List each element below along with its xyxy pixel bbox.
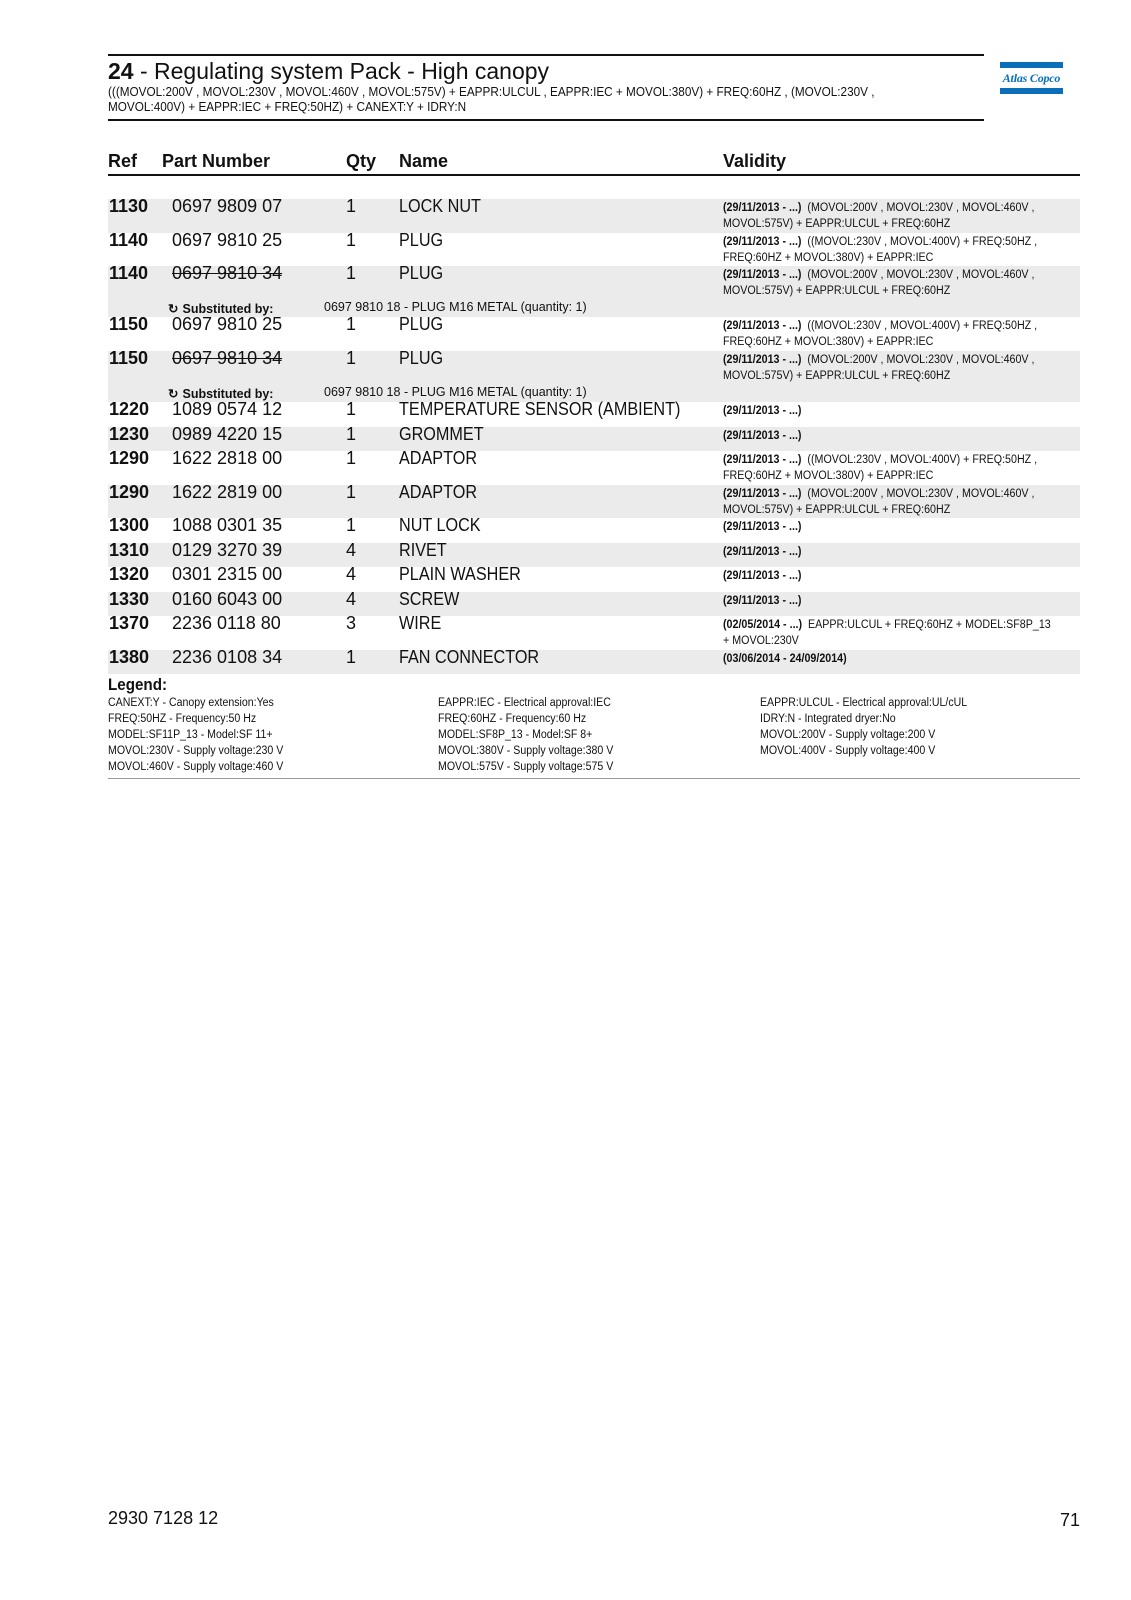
substitute-part: 0697 9810 18 - PLUG M16 METAL (quantity: 1) xyxy=(324,385,587,399)
ref-cell: 1380 xyxy=(109,647,150,667)
validity-cell xyxy=(723,268,1058,299)
validity-cell xyxy=(723,319,1058,350)
legend-entry: FREQ:50HZ - Frequency:50 Hz xyxy=(108,713,257,725)
page-header xyxy=(108,54,984,121)
refresh-icon: ↻ xyxy=(168,387,179,401)
table-row xyxy=(108,482,1080,518)
legend-column-3 xyxy=(760,695,967,759)
name-cell: ADAPTOR xyxy=(399,482,478,502)
section-conditions xyxy=(108,85,982,115)
legend-column-2 xyxy=(438,695,613,775)
part-number-cell: 1089 0574 12 xyxy=(172,399,283,419)
atlas-copco-logo xyxy=(1000,62,1063,94)
qty-cell: 4 xyxy=(346,589,357,609)
name-cell: RIVET xyxy=(399,540,447,560)
legend-entry: IDRY:N - Integrated dryer:No xyxy=(760,713,896,725)
name-cell: PLAIN WASHER xyxy=(399,564,521,584)
name-cell: ADAPTOR xyxy=(399,448,478,468)
qty-cell: 3 xyxy=(346,613,357,633)
validity-date: (29/11/2013 - ...) xyxy=(723,430,802,442)
legend-entry: MODEL:SF11P_13 - Model:SF 11+ xyxy=(108,729,273,741)
legend-title: Legend: xyxy=(108,676,168,694)
validity-date: (29/11/2013 - ...) xyxy=(723,570,802,582)
name-cell: PLUG xyxy=(399,263,444,283)
legend-entry: MOVOL:400V - Supply voltage:400 V xyxy=(760,745,936,757)
part-number-cell: 1622 2818 00 xyxy=(172,448,283,468)
ref-cell: 1290 xyxy=(109,448,150,468)
legend-entry: CANEXT:Y - Canopy extension:Yes xyxy=(108,697,274,709)
column-header-validity: Validity xyxy=(723,151,787,171)
ref-cell: 1220 xyxy=(109,399,150,419)
section-title xyxy=(108,58,984,84)
ref-cell: 1310 xyxy=(109,540,150,560)
table-row xyxy=(108,230,1080,266)
qty-cell: 1 xyxy=(346,314,357,334)
ref-cell: 1290 xyxy=(109,482,150,502)
part-number-cell: 0160 6043 00 xyxy=(172,589,283,609)
legend-entry: MOVOL:575V - Supply voltage:575 V xyxy=(438,761,614,773)
validity-date: (29/11/2013 - ...) xyxy=(723,320,802,332)
part-number-cell: 1088 0301 35 xyxy=(172,515,283,535)
qty-cell: 1 xyxy=(346,515,357,535)
validity-cell xyxy=(723,569,1058,585)
legend-entry: MOVOL:460V - Supply voltage:460 V xyxy=(108,761,284,773)
ref-cell: 1140 xyxy=(109,263,149,283)
validity-conditions: ((MOVOL:230V , MOVOL:400V) + FREQ:50HZ , FREQ:60HZ + MOVOL:380V) + EAPPR:IEC xyxy=(723,320,1038,348)
ref-cell: 1150 xyxy=(109,348,149,368)
legend-entry: MOVOL:380V - Supply voltage:380 V xyxy=(438,745,614,757)
ref-cell: 1140 xyxy=(109,230,149,250)
table-header xyxy=(108,150,1080,176)
validity-date: (29/11/2013 - ...) xyxy=(723,202,802,214)
validity-cell xyxy=(723,429,1058,445)
ref-cell: 1300 xyxy=(109,515,150,535)
part-number-cell: 0697 9809 07 xyxy=(172,196,283,216)
ref-cell: 1330 xyxy=(109,589,150,609)
validity-cell xyxy=(723,235,1058,266)
validity-cell xyxy=(723,545,1058,561)
legend-entry: MOVOL:200V - Supply voltage:200 V xyxy=(760,729,936,741)
validity-date: (02/05/2014 - ...) xyxy=(723,619,803,631)
column-header-name: Name xyxy=(399,151,449,171)
table-row xyxy=(108,263,1080,299)
validity-date: (29/11/2013 - ...) xyxy=(723,488,802,500)
table-row xyxy=(108,348,1080,384)
validity-cell xyxy=(723,453,1058,484)
name-cell: PLUG xyxy=(399,314,444,334)
validity-date: (03/06/2014 - 24/09/2014) xyxy=(723,653,847,665)
table-row xyxy=(108,647,1080,674)
qty-cell: 4 xyxy=(346,564,357,584)
table-row xyxy=(108,314,1080,351)
ref-cell: 1320 xyxy=(109,564,150,584)
validity-cell xyxy=(723,594,1058,610)
substituted-by-text: Substituted by: xyxy=(182,387,274,401)
part-number-cell: 2236 0108 34 xyxy=(172,647,283,667)
name-cell: TEMPERATURE SENSOR (AMBIENT) xyxy=(399,399,681,419)
refresh-icon: ↻ xyxy=(168,302,179,316)
table-row xyxy=(108,196,1080,233)
validity-date: (29/11/2013 - ...) xyxy=(723,454,802,466)
name-cell: NUT LOCK xyxy=(399,515,481,535)
document-number: 2930 7128 12 xyxy=(108,1508,219,1528)
qty-cell: 1 xyxy=(346,230,357,250)
column-header-qty: Qty xyxy=(346,151,377,171)
legend-entry: MODEL:SF8P_13 - Model:SF 8+ xyxy=(438,729,593,741)
table-row xyxy=(108,613,1080,650)
table-row xyxy=(108,448,1080,485)
name-cell: GROMMET xyxy=(399,424,484,444)
part-number-cell: 0989 4220 15 xyxy=(172,424,283,444)
validity-cell xyxy=(723,618,1058,649)
legend-entry: FREQ:60HZ - Frequency:60 Hz xyxy=(438,713,587,725)
qty-cell: 1 xyxy=(346,647,357,667)
validity-cell xyxy=(723,652,1058,668)
validity-cell xyxy=(723,201,1058,232)
legend-entry: EAPPR:IEC - Electrical approval:IEC xyxy=(438,697,611,709)
column-header-part-number: Part Number xyxy=(162,151,271,171)
qty-cell: 1 xyxy=(346,348,357,368)
column-header-ref: Ref xyxy=(108,151,138,171)
validity-cell xyxy=(723,520,1058,536)
validity-cell xyxy=(723,487,1058,518)
section-conditions-line-1: (((MOVOL:200V , MOVOL:230V , MOVOL:460V , MOVOL:575V) + EAPPR:ULCUL , EAPPR:IEC + MOVOL:380V) + FREQ:60HZ , (MOVOL:230V , xyxy=(108,85,875,99)
section-number: 24 xyxy=(108,58,134,84)
validity-date: (29/11/2013 - ...) xyxy=(723,546,802,558)
legend xyxy=(108,676,1080,779)
section-conditions-line-2: MOVOL:400V) + EAPPR:IEC + FREQ:50HZ) + CANEXT:Y + IDRY:N xyxy=(108,100,467,114)
validity-conditions: ((MOVOL:230V , MOVOL:400V) + FREQ:50HZ , FREQ:60HZ + MOVOL:380V) + EAPPR:IEC xyxy=(723,236,1038,264)
validity-cell xyxy=(723,404,1058,420)
ref-cell: 1130 xyxy=(109,196,149,216)
validity-date: (29/11/2013 - ...) xyxy=(723,354,802,366)
part-number-cell: 2236 0118 80 xyxy=(172,613,281,633)
qty-cell: 4 xyxy=(346,540,357,560)
parts-table xyxy=(108,196,1080,674)
legend-entry: EAPPR:ULCUL - Electrical approval:UL/cUL xyxy=(760,697,968,709)
section-title-text: - Regulating system Pack - High canopy xyxy=(133,58,550,84)
name-cell: PLUG xyxy=(399,348,444,368)
ref-cell: 1150 xyxy=(109,314,149,334)
qty-cell: 1 xyxy=(346,448,357,468)
substituted-by-text: Substituted by: xyxy=(182,302,274,316)
page-number: 71 xyxy=(1059,1510,1080,1530)
part-number-cell: 0697 9810 25 xyxy=(172,314,283,334)
validity-date: (29/11/2013 - ...) xyxy=(723,236,802,248)
name-cell: FAN CONNECTOR xyxy=(399,647,540,667)
qty-cell: 1 xyxy=(346,482,357,502)
part-number-cell: 0697 9810 34 xyxy=(172,348,283,368)
validity-date: (29/11/2013 - ...) xyxy=(723,521,802,533)
validity-conditions: (MOVOL:200V , MOVOL:230V , MOVOL:460V , MOVOL:575V) + EAPPR:ULCUL + FREQ:60HZ xyxy=(723,354,1035,382)
name-cell: SCREW xyxy=(399,589,460,609)
validity-conditions: EAPPR:ULCUL + FREQ:60HZ + MODEL:SF8P_13 + MOVOL:230V xyxy=(723,619,1051,647)
part-number-cell: 0129 3270 39 xyxy=(172,540,283,560)
part-number-cell: 0301 2315 00 xyxy=(172,564,283,584)
substitute-part: 0697 9810 18 - PLUG M16 METAL (quantity: 1) xyxy=(324,300,587,314)
part-number-cell: 1622 2819 00 xyxy=(172,482,283,502)
name-cell: LOCK NUT xyxy=(399,196,481,216)
validity-conditions: (MOVOL:200V , MOVOL:230V , MOVOL:460V , MOVOL:575V) + EAPPR:ULCUL + FREQ:60HZ xyxy=(723,202,1035,230)
validity-date: (29/11/2013 - ...) xyxy=(723,595,802,607)
validity-conditions: ((MOVOL:230V , MOVOL:400V) + FREQ:50HZ , FREQ:60HZ + MOVOL:380V) + EAPPR:IEC xyxy=(723,454,1038,482)
validity-conditions: (MOVOL:200V , MOVOL:230V , MOVOL:460V , MOVOL:575V) + EAPPR:ULCUL + FREQ:60HZ xyxy=(723,488,1035,516)
qty-cell: 1 xyxy=(346,263,357,283)
validity-conditions: (MOVOL:200V , MOVOL:230V , MOVOL:460V , MOVOL:575V) + EAPPR:ULCUL + FREQ:60HZ xyxy=(723,269,1035,297)
part-number-cell: 0697 9810 25 xyxy=(172,230,283,250)
logo-text: Atlas Copco xyxy=(1002,71,1061,85)
name-cell: WIRE xyxy=(399,613,442,633)
qty-cell: 1 xyxy=(346,399,357,419)
validity-cell xyxy=(723,353,1058,384)
legend-column-1 xyxy=(108,695,283,775)
ref-cell: 1370 xyxy=(109,613,150,633)
qty-cell: 1 xyxy=(346,424,357,444)
validity-date: (29/11/2013 - ...) xyxy=(723,269,802,281)
ref-cell: 1230 xyxy=(109,424,150,444)
part-number-cell: 0697 9810 34 xyxy=(172,263,283,283)
legend-entry: MOVOL:230V - Supply voltage:230 V xyxy=(108,745,284,757)
qty-cell: 1 xyxy=(346,196,357,216)
name-cell: PLUG xyxy=(399,230,444,250)
validity-date: (29/11/2013 - ...) xyxy=(723,405,802,417)
